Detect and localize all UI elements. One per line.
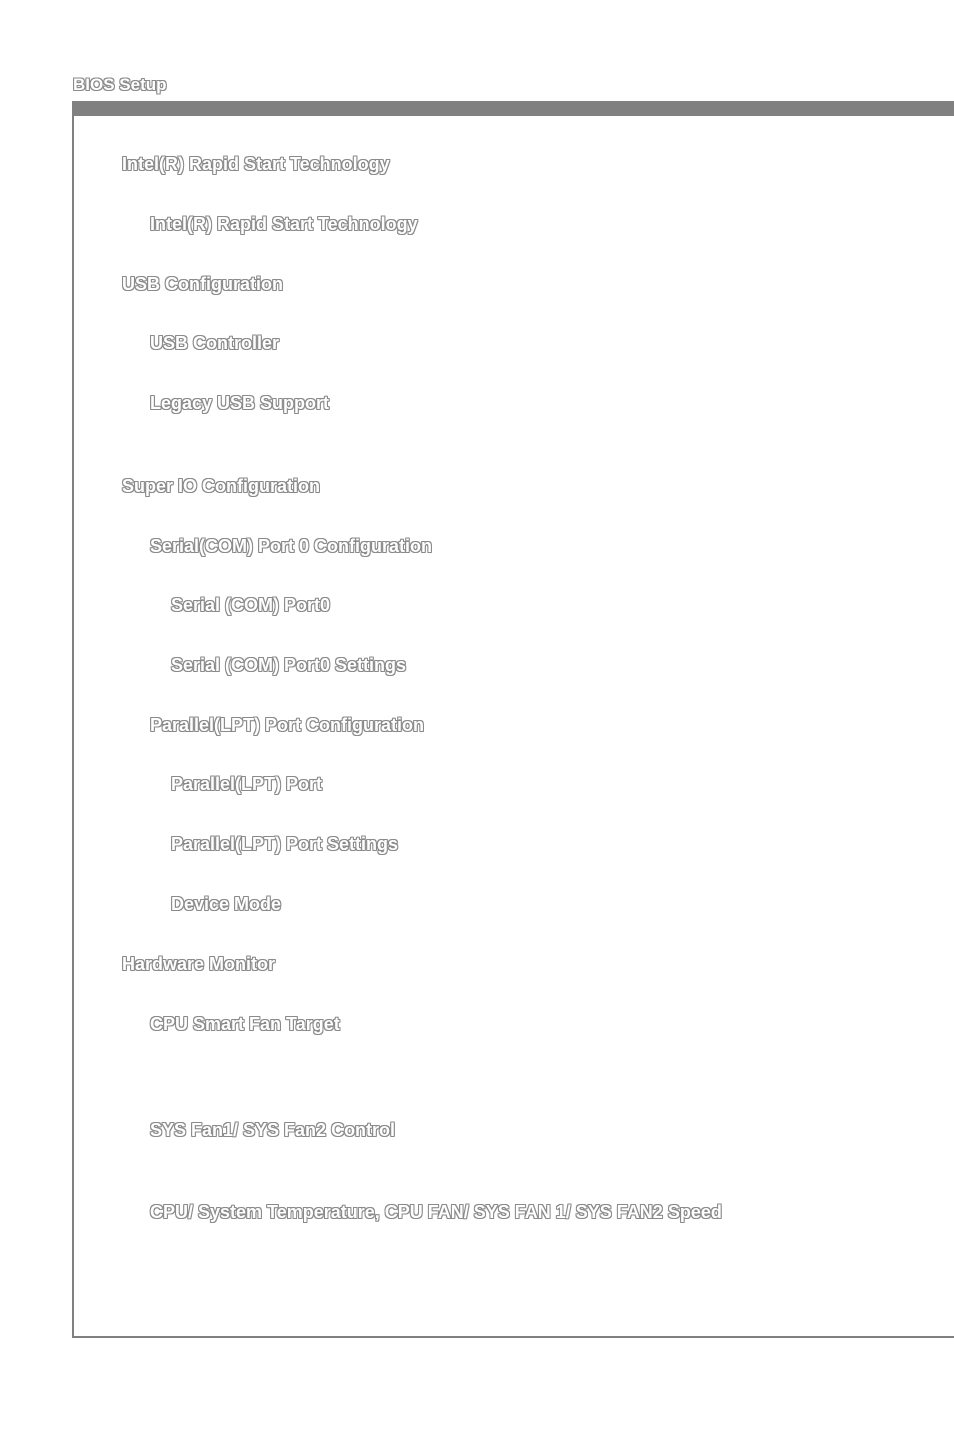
bottom-border [72, 1336, 954, 1338]
section-usb-configuration: USB Configuration [122, 274, 283, 294]
item-parallel-port-configuration: Parallel(LPT) Port Configuration [150, 715, 425, 735]
item-rapid-start-technology: Intel(R) Rapid Start Technology [150, 214, 418, 234]
header-title: BIOS Setup [73, 75, 167, 94]
item-parallel-port: Parallel(LPT) Port [171, 774, 323, 794]
section-super-io-configuration: Super IO Configuration [122, 476, 320, 496]
item-legacy-usb-support: Legacy USB Support [150, 393, 330, 413]
item-serial-port0-settings: Serial (COM) Port0 Settings [171, 655, 407, 675]
item-cpu-smart-fan-target: CPU Smart Fan Target [150, 1014, 340, 1034]
item-serial-port0-configuration: Serial(COM) Port 0 Configuration [150, 536, 433, 556]
section-rapid-start: Intel(R) Rapid Start Technology [122, 154, 390, 174]
item-device-mode: Device Mode [171, 894, 282, 914]
left-border [72, 101, 74, 1338]
item-temperature-fan-speed: CPU/ System Temperature, CPU FAN/ SYS FAN 1/ SYS FAN2 Speed [150, 1202, 722, 1222]
item-usb-controller: USB Controller [150, 333, 280, 353]
item-sys-fan-control: SYS Fan1/ SYS Fan2 Control [150, 1120, 396, 1140]
item-serial-port0: Serial (COM) Port0 [171, 595, 331, 615]
section-hardware-monitor: Hardware Monitor [122, 954, 276, 974]
header-bar [72, 101, 954, 116]
item-parallel-port-settings: Parallel(LPT) Port Settings [171, 834, 399, 854]
